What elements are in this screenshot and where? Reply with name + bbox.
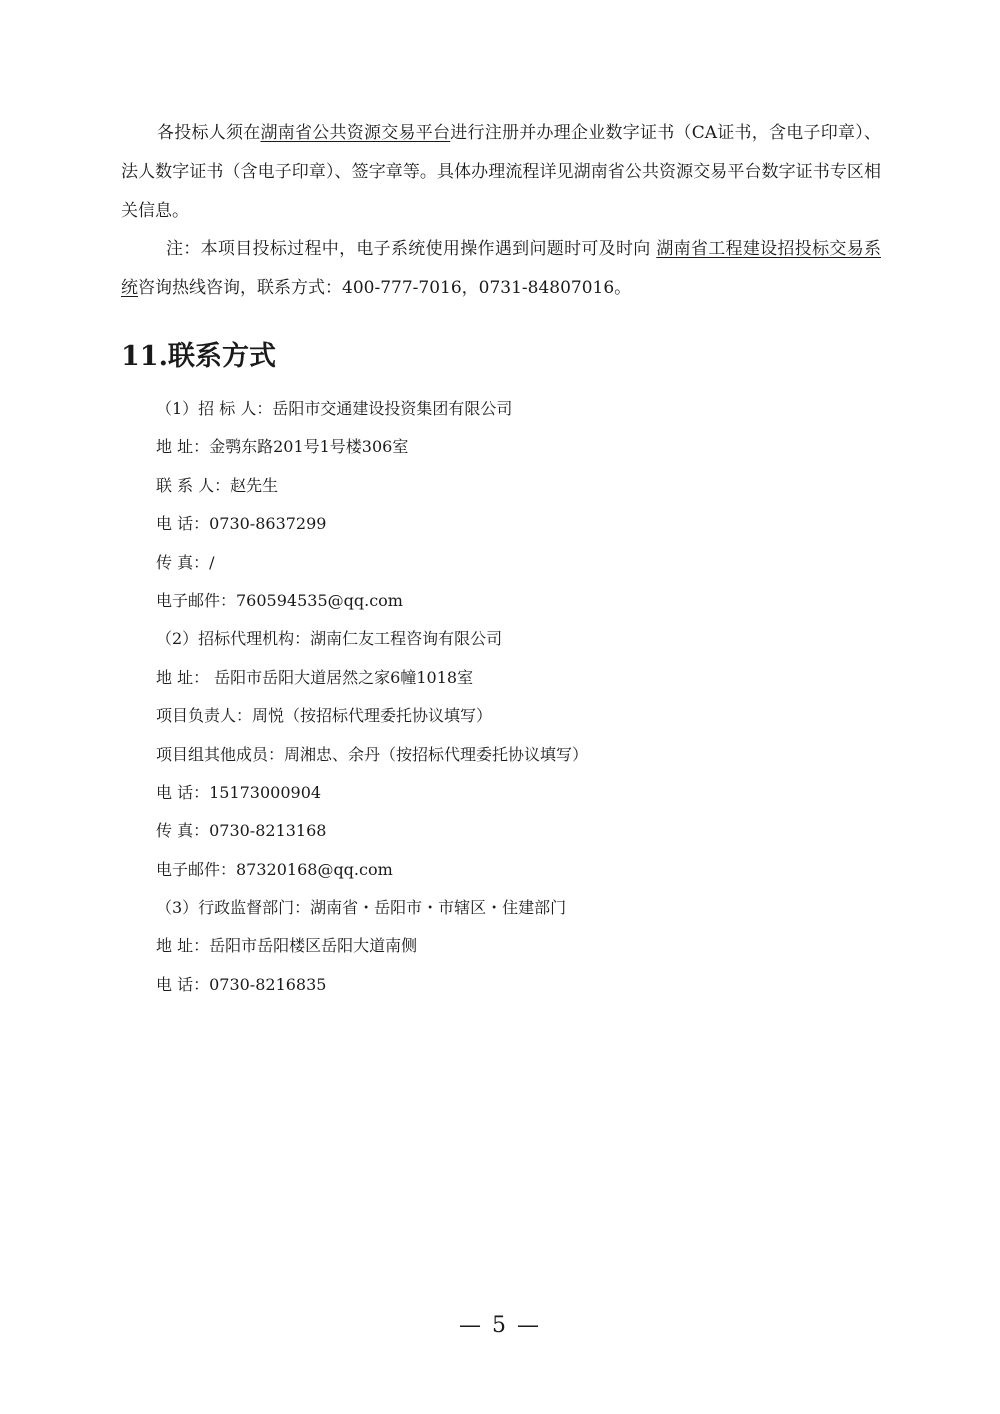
note-text-start: 注：本项目投标过程中，电子系统使用操作遇到问题时可及时向	[166, 239, 657, 259]
tenderer-phone-line: 电 话：0730-8637299	[156, 514, 327, 534]
registration-text-rest: 进行注册并办理企业数字证书（CA证书，含电子印章）、法人数字证书（含电子印章）、签字章等。具体办理流程详见湖南省公共资源交易平台数字证书专区相关信息。	[121, 123, 882, 221]
hunan-public-resource-platform-link[interactable]: 湖南省公共资源交易平台	[260, 123, 451, 143]
supervision-phone-line: 电 话：0730-8216835	[156, 974, 327, 994]
tenderer-email-line: 电子邮件：760594535@qq.com	[156, 590, 403, 610]
tenderer-line: （1）招 标 人：岳阳市交通建设投资集团有限公司	[156, 399, 513, 418]
agency-address-line: 地 址： 岳阳市岳阳大道居然之家6幢1018室	[156, 667, 474, 687]
agency-team-members-line: 项目组其他成员：周湘忠、余丹（按招标代理委托协议填写）	[156, 744, 589, 764]
agency-fax-line: 传 真：0730-8213168	[156, 821, 327, 841]
agency-phone-line: 电 话：15173000904	[156, 782, 322, 802]
registration-text-start: 各投标人须在	[157, 123, 261, 143]
tenderer-address-line: 地 址：金鹗东路201号1号楼306室	[156, 437, 409, 457]
supervision-address-line: 地 址：岳阳市岳阳楼区岳阳大道南侧	[156, 936, 418, 956]
section-title: 11.联系方式	[121, 341, 276, 372]
agency-email-line: 电子邮件：87320168@qq.com	[156, 859, 393, 879]
hunan-bidding-system-link[interactable]: 湖南省工程建设招投标交易系统	[121, 239, 881, 298]
contact-list	[156, 390, 876, 1004]
agency-project-lead-line: 项目负责人：周悦（按招标代理委托协议填写）	[156, 706, 493, 726]
page-number: — 5 —	[459, 1313, 541, 1338]
tenderer-fax-line: 传 真：/	[156, 552, 215, 572]
agency-line: （2）招标代理机构：湖南仁友工程咨询有限公司	[156, 629, 503, 649]
registration-paragraph	[121, 114, 881, 231]
tenderer-contact-person-line: 联 系 人：赵先生	[156, 475, 279, 495]
note-text-rest: 咨询热线咨询，联系方式：400-777-7016，0731-84807016。	[138, 278, 632, 298]
note-paragraph	[121, 230, 881, 308]
supervision-department-line: （3）行政监督部门：湖南省・岳阳市・市辖区・住建部门	[156, 898, 567, 918]
